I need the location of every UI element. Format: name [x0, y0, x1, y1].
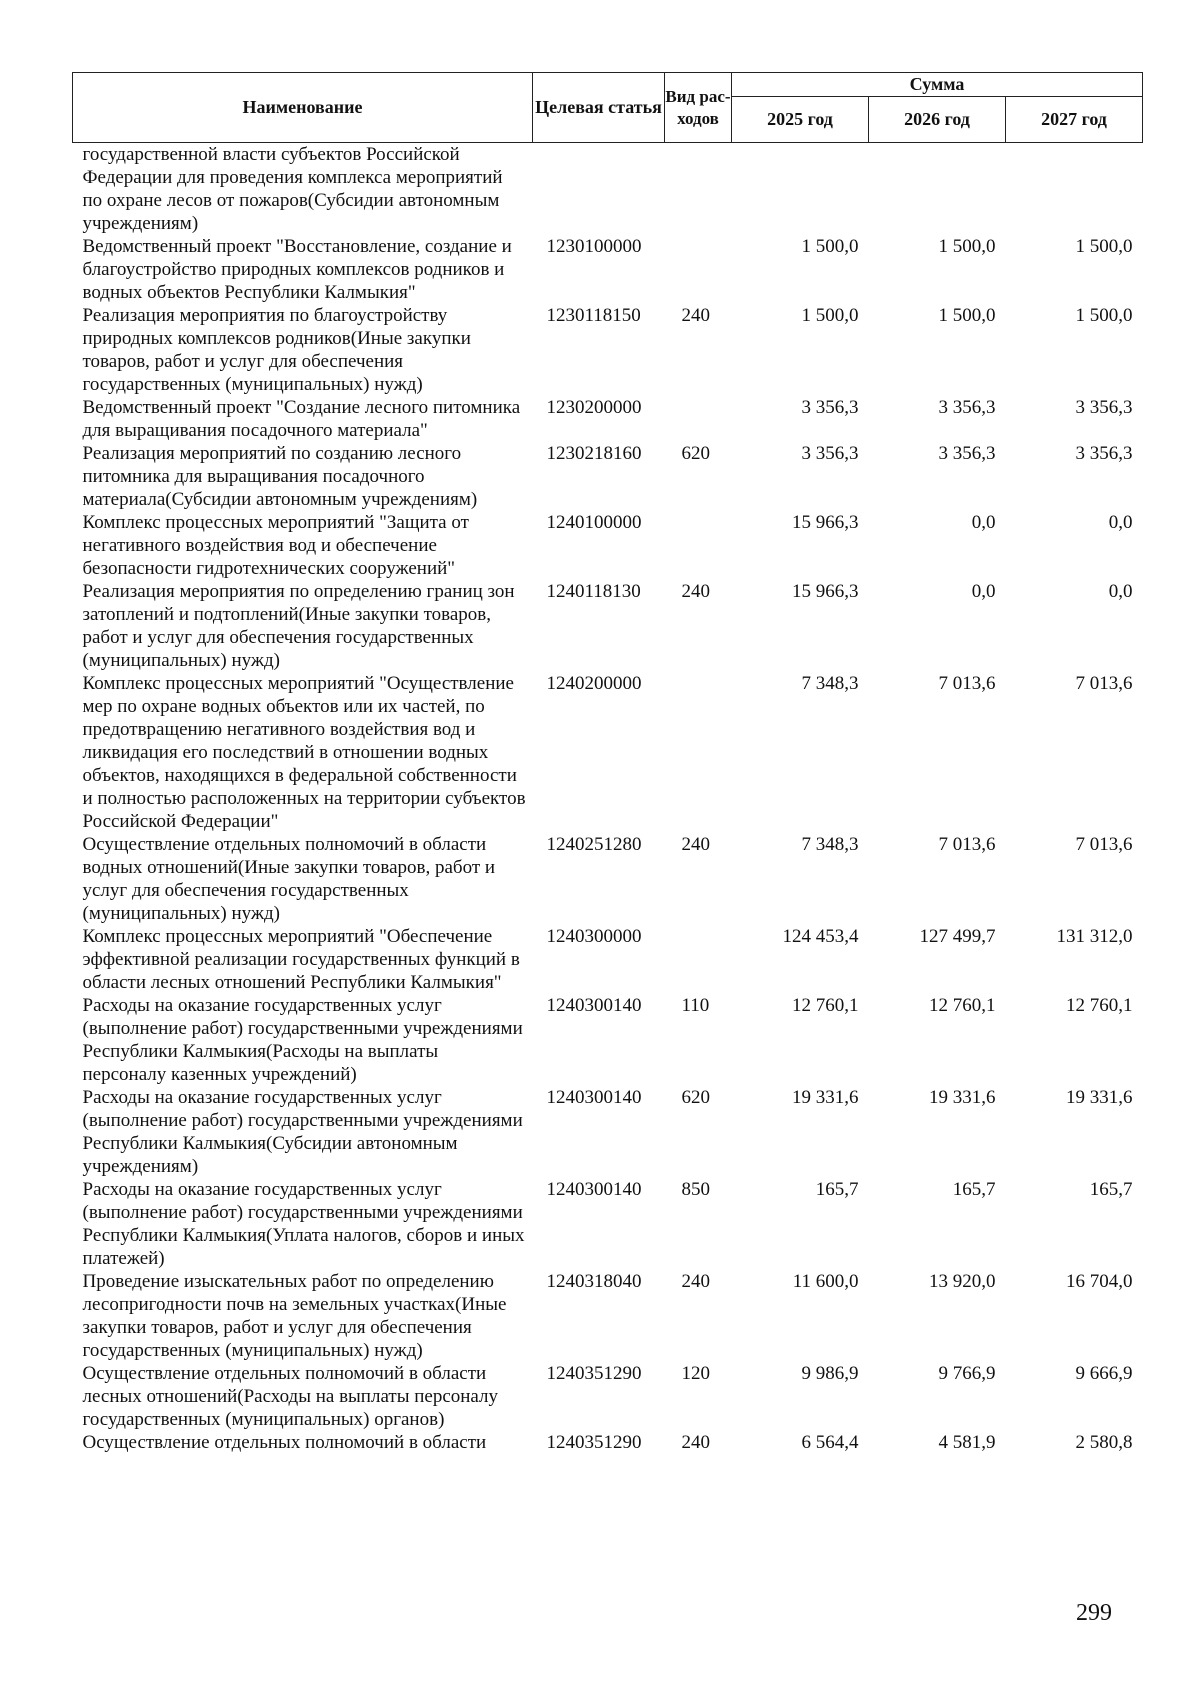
table-row [73, 396, 1143, 442]
row-sum-2025: 6 564,4 [801, 1432, 859, 1453]
row-sum-2027: 19 331,6 [1066, 1087, 1133, 1108]
row-target-article: 1240300000 [546, 926, 642, 947]
row-sum-2026: 12 760,1 [929, 995, 996, 1016]
table-row [73, 925, 1143, 994]
row-name: Комплекс процессных мероприятий "Осуществление мер по охране водных объектов или их частей, по предотвращению негативного воздействия вод и ликвидация его последствий в отношении водных объектов, находящихся в федеральной собственности и полностью расположенных на территории субъектов Российской Федерации" [82, 673, 526, 832]
row-sum-2025: 19 331,6 [792, 1087, 859, 1108]
header-year-2026: 2026 год [869, 97, 1006, 143]
row-expense-kind [665, 672, 732, 833]
row-sum-2027: 1 500,0 [1075, 305, 1133, 326]
row-name: Комплекс процессных мероприятий "Обеспечение эффективной реализации государственных функций в области лесных отношений Республики Калмыкия" [82, 926, 520, 993]
row-name: Проведение изыскательных работ по определению лесопригодности почв на земельных участках(Иные закупки товаров, работ и услуг для обеспечения государственных (муниципальных) нужд) [82, 1271, 507, 1361]
row-expense-kind: 240 [681, 581, 710, 602]
row-sum-2027 [1006, 143, 1143, 236]
row-target-article: 1240118130 [546, 581, 641, 602]
row-name: Расходы на оказание государственных услуг (выполнение работ) государственными учреждениями Республики Калмыкия(Субсидии автономным учреждениям) [82, 1087, 523, 1177]
row-sum-2027: 9 666,9 [1075, 1363, 1133, 1384]
table-row [73, 1270, 1143, 1362]
row-sum-2027: 3 356,3 [1075, 397, 1133, 418]
row-target-article: 1230118150 [546, 305, 641, 326]
header-sum: Сумма [732, 73, 1143, 97]
row-target-article: 1240318040 [546, 1271, 642, 1292]
row-sum-2025: 15 966,3 [792, 581, 859, 602]
row-sum-2027: 7 013,6 [1075, 834, 1133, 855]
table-row [73, 1362, 1143, 1431]
row-sum-2025: 165,7 [815, 1179, 859, 1200]
row-target-article: 1240351290 [546, 1363, 642, 1384]
row-name: Реализация мероприятия по благоустройству природных комплексов родников(Иные закупки товаров, работ и услуг для обеспечения государственных (муниципальных) нужд) [82, 305, 471, 395]
row-sum-2025: 7 348,3 [801, 834, 859, 855]
row-sum-2026: 13 920,0 [929, 1271, 996, 1292]
row-name: Реализация мероприятия по определению границ зон затоплений и подтоплений(Иные закупки товаров, работ и услуг для обеспечения государственных (муниципальных) нужд) [82, 581, 515, 671]
row-name: Ведомственный проект "Восстановление, создание и благоустройство природных комплексов родников и водных объектов Республики Калмыкия" [82, 236, 512, 303]
row-sum-2025: 11 600,0 [792, 1271, 859, 1292]
row-sum-2027: 16 704,0 [1066, 1271, 1133, 1292]
row-sum-2027: 12 760,1 [1066, 995, 1133, 1016]
row-sum-2027: 2 580,8 [1075, 1432, 1133, 1453]
row-expense-kind [665, 511, 732, 580]
table-row [73, 580, 1143, 672]
row-sum-2025: 1 500,0 [801, 236, 859, 257]
row-target-article: 1240300140 [546, 1179, 642, 1200]
row-sum-2025: 1 500,0 [801, 305, 859, 326]
row-sum-2026: 165,7 [952, 1179, 996, 1200]
row-expense-kind: 110 [681, 995, 710, 1016]
row-name: Реализация мероприятий по созданию лесного питомника для выращивания посадочного материала(Субсидии автономным учреждениям) [82, 443, 478, 510]
header-target-article: Целевая статья [533, 73, 665, 143]
row-target-article: 1240251280 [546, 834, 642, 855]
row-sum-2026: 3 356,3 [938, 397, 996, 418]
row-expense-kind: 620 [681, 443, 710, 464]
page-number: 299 [1076, 1600, 1112, 1626]
row-sum-2027: 131 312,0 [1056, 926, 1133, 947]
row-sum-2025: 3 356,3 [801, 443, 859, 464]
row-name: Расходы на оказание государственных услуг (выполнение работ) государственными учреждениями Республики Калмыкия(Расходы на выплаты персоналу казенных учреждений) [82, 995, 523, 1085]
row-expense-kind [665, 396, 732, 442]
table-row [73, 143, 1143, 236]
budget-table [72, 72, 1143, 1454]
row-name: Ведомственный проект "Создание лесного питомника для выращивания посадочного материала" [82, 397, 521, 441]
row-expense-kind: 850 [681, 1179, 710, 1200]
row-name: Расходы на оказание государственных услуг (выполнение работ) государственными учреждениями Республики Калмыкия(Уплата налогов, сборов и иных платежей) [82, 1179, 525, 1269]
row-sum-2026: 4 581,9 [938, 1432, 996, 1453]
row-expense-kind [665, 925, 732, 994]
table-row [73, 235, 1143, 304]
row-sum-2027: 1 500,0 [1075, 236, 1133, 257]
table-row [73, 304, 1143, 396]
row-target-article: 1240300140 [546, 995, 642, 1016]
row-sum-2026: 3 356,3 [938, 443, 996, 464]
row-target-article: 1230100000 [546, 236, 642, 257]
table-row [73, 994, 1143, 1086]
table-row [73, 1178, 1143, 1270]
row-name: Осуществление отдельных полномочий в области лесных отношений(Расходы на выплаты персоналу государственных (муниципальных) органов) [82, 1363, 498, 1430]
row-expense-kind: 240 [681, 1432, 710, 1453]
header-name: Наименование [73, 73, 533, 143]
row-sum-2027: 0,0 [1108, 581, 1133, 602]
row-name: Осуществление отдельных полномочий в области водных отношений(Иные закупки товаров, работ и услуг для обеспечения государственных (муниципальных) нужд) [82, 834, 496, 924]
row-expense-kind: 120 [681, 1363, 710, 1384]
table-row [73, 833, 1143, 925]
row-sum-2027: 3 356,3 [1075, 443, 1133, 464]
row-sum-2027: 0,0 [1108, 512, 1133, 533]
row-sum-2026: 7 013,6 [938, 834, 996, 855]
row-target-article: 1240200000 [546, 673, 642, 694]
row-sum-2026: 19 331,6 [929, 1087, 996, 1108]
table-row [73, 511, 1143, 580]
table-row [73, 1431, 1143, 1454]
row-sum-2026: 1 500,0 [938, 305, 996, 326]
row-sum-2026: 7 013,6 [938, 673, 996, 694]
row-name: Комплекс процессных мероприятий "Защита от негативного воздействия вод и обеспечение безопасности гидротехнических сооружений" [82, 512, 469, 579]
row-sum-2025 [732, 143, 869, 236]
row-sum-2026: 127 499,7 [919, 926, 996, 947]
row-target-article: 1230218160 [546, 443, 642, 464]
table-row [73, 672, 1143, 833]
table-body [73, 143, 1143, 1455]
row-sum-2026: 1 500,0 [938, 236, 996, 257]
table-header [73, 73, 1143, 143]
row-sum-2026: 9 766,9 [938, 1363, 996, 1384]
row-expense-kind: 240 [681, 305, 710, 326]
row-sum-2026: 0,0 [971, 581, 996, 602]
row-expense-kind: 240 [681, 1271, 710, 1292]
row-sum-2025: 12 760,1 [792, 995, 859, 1016]
header-expense-kind: Вид рас-ходов [665, 73, 732, 143]
row-sum-2025: 124 453,4 [782, 926, 859, 947]
row-sum-2026 [869, 143, 1006, 236]
row-target-article: 1240300140 [546, 1087, 642, 1108]
row-sum-2025: 3 356,3 [801, 397, 859, 418]
row-expense-kind [665, 143, 732, 236]
row-expense-kind: 240 [681, 834, 710, 855]
row-sum-2026: 0,0 [971, 512, 996, 533]
row-sum-2025: 7 348,3 [801, 673, 859, 694]
row-name: государственной власти субъектов Российской Федерации для проведения комплекса мероприятий по охране лесов от пожаров(Субсидии автономным учреждениям) [82, 144, 503, 234]
table-row [73, 442, 1143, 511]
row-expense-kind [665, 235, 732, 304]
row-sum-2025: 15 966,3 [792, 512, 859, 533]
table-row [73, 1086, 1143, 1178]
row-sum-2025: 9 986,9 [801, 1363, 859, 1384]
header-year-2027: 2027 год [1006, 97, 1143, 143]
row-sum-2027: 7 013,6 [1075, 673, 1133, 694]
row-target-article: 1240351290 [546, 1432, 642, 1453]
row-target-article [533, 143, 665, 236]
row-target-article: 1240100000 [546, 512, 642, 533]
row-expense-kind: 620 [681, 1087, 710, 1108]
row-name: Осуществление отдельных полномочий в области [82, 1432, 487, 1453]
header-year-2025: 2025 год [732, 97, 869, 143]
row-sum-2027: 165,7 [1089, 1179, 1133, 1200]
row-target-article: 1230200000 [546, 397, 642, 418]
